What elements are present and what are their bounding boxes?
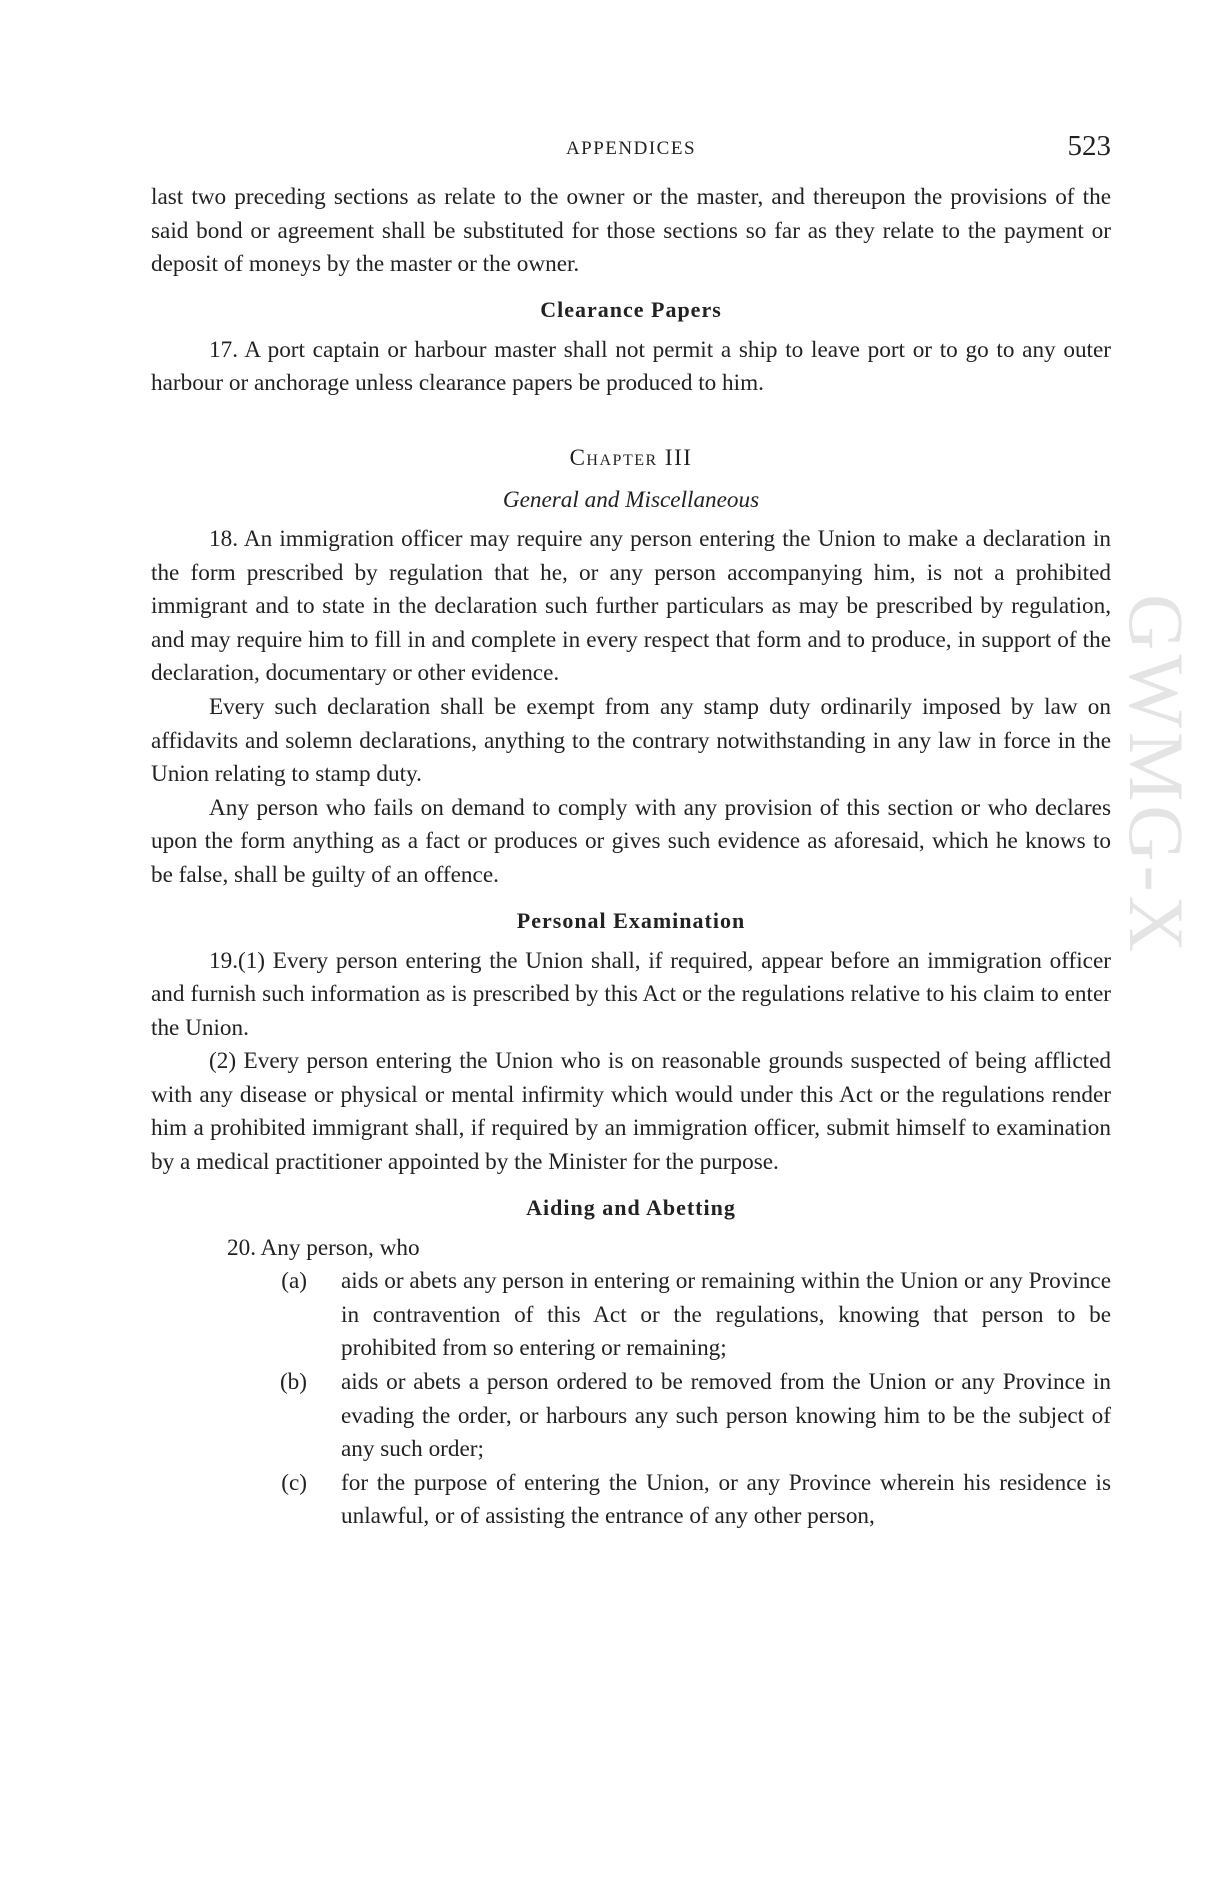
list-item — [151, 1265, 1111, 1366]
section-heading-clearance-papers: Clearance Papers — [540, 296, 722, 322]
list-item — [151, 1366, 1111, 1467]
paragraph-section-19-2: (2) Every person entering the Union who is on reasonable grounds suspected of being afflicted with any disease or physical or mental infirmity which would under this Act or the regulations render him a prohibited immigrant shall, if required by an immigration officer, submit himself to examination by a medical practitioner appointed by the Minister for the purpose. — [151, 1048, 1111, 1176]
list-marker: (b) — [279, 1369, 307, 1396]
paragraph-section-18-stamp-duty: Every such declaration shall be exempt from any stamp duty ordinarily imposed by law on affidavits and solemn declarations, anything to the contrary notwithstanding in any law in force in the Union relating to stamp duty. — [151, 693, 1111, 788]
paragraph-section-20: 20. Any person, who — [227, 1234, 420, 1261]
page-body — [151, 181, 1111, 1534]
section-heading-aiding-and-abetting: Aiding and Abetting — [526, 1194, 736, 1220]
chapter-heading: Chapter III — [569, 444, 693, 470]
watermark-graphic — [1113, 594, 1200, 1304]
watermark — [1113, 594, 1200, 1304]
list-item-text: aids or abets a person ordered to be removed from the Union or any Province in evading the order, or harbours any such person knowing him to be the subject of any such order; — [341, 1369, 1111, 1463]
list-marker: (a) — [281, 1268, 307, 1295]
running-header — [151, 130, 1111, 168]
list-item-text: aids or abets any person in entering or remaining within the Union or any Province in contravention of this Act or the regulations, knowing that person to be prohibited from so entering or remaining; — [341, 1268, 1111, 1362]
list-item — [151, 1467, 1111, 1534]
list-item-text: for the purpose of entering the Union, or any Province wherein his residence is unlawful, or of assisting the entrance of any other person, — [341, 1469, 1111, 1530]
paragraph-section-18: 18. An immigration officer may require any person entering the Union to make a declaration in the form prescribed by regulation that he, or any person accompanying him, is not a prohibited immigrant and to state in the declaration such further particulars as may be prescribed by regulation, and may require him to fill in and complete in every respect that form and to produce, in support of the declaration, documentary or other evidence. — [151, 525, 1111, 687]
page-number: 523 — [1067, 130, 1111, 162]
paragraph-section-19-1: 19.(1) Every person entering the Union shall, if required, appear before an immigration officer and furnish such information as is prescribed by this Act or the regulations relative to his claim to enter the Union. — [151, 947, 1111, 1041]
section-heading-personal-examination: Personal Examination — [516, 907, 746, 933]
list-marker: (c) — [281, 1469, 307, 1496]
running-title: APPENDICES — [565, 138, 697, 159]
paragraph-continuation: last two preceding sections as relate to the owner or the master, and thereupon the provisions of the said bond or agreement shall be substituted for those sections so far as they relate to the payment or deposit of moneys by the master or the owner. — [151, 184, 1111, 278]
paragraph-section-18-offence: Any person who fails on demand to comply with any provision of this section or who declares upon the form anything as a fact or produces or gives such evidence as aforesaid, which he knows to be false, shall be guilty of an offence. — [151, 794, 1111, 888]
paragraph-section-17: 17. A port captain or harbour master shall not permit a ship to leave port or to go to any outer harbour or anchorage unless clearance papers be produced to him. — [151, 336, 1111, 397]
watermark-text: GWMG-X — [1113, 594, 1200, 956]
chapter-subheading: General and Miscellaneous — [502, 486, 760, 513]
